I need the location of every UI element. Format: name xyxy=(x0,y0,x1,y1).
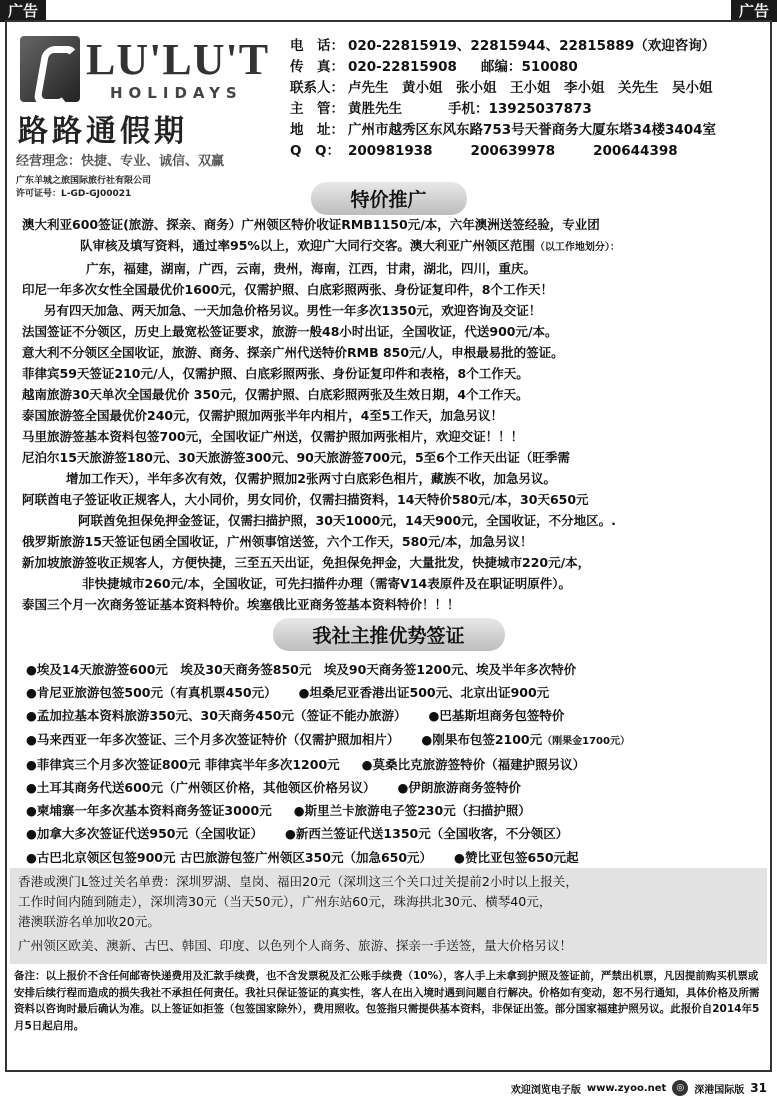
special-line: 俄罗斯旅游15天签证包函全国收证，广州领事馆送签，六个工作天，580元/本，加急另议！ xyxy=(22,534,533,549)
section-title-specials: 特价推广 xyxy=(310,182,466,215)
brand-name-en: LU'LU'T xyxy=(86,35,270,84)
postcode-label: 邮编： xyxy=(480,59,522,75)
special-line: 广东，福建，湖南，广西，云南，贵州，海南，江西，甘肃，湖北，四川，重庆。 xyxy=(86,261,537,276)
special-line: 非快捷城市260元/本，全国收证，可先扫描件办理（需寄V14表原件及在职证明原件）。 xyxy=(82,576,571,591)
visa-item: ●加拿大多次签证代送950元（全国收证） xyxy=(26,826,264,842)
visa-row xyxy=(26,728,766,753)
visa-item: ●伊朗旅游商务签特价 xyxy=(397,780,521,796)
visa-item: ●莫桑比克旅游签特价（福建护照另议） xyxy=(361,756,586,772)
special-line: 阿联酋电子签证收正规客人，大小同价，男女同价，仅需扫描资料，14天特价580元/本，30天650元 xyxy=(22,492,589,507)
qq-row xyxy=(290,141,770,162)
hk-macau-box xyxy=(10,868,767,964)
special-line: 法国签证不分领区，历史上最宽松签证要求，旅游一般48小时出证，全国收证，代送900元/本。 xyxy=(22,324,558,339)
visa-item: ●柬埔寨一年多次基本资料商务签证3000元 xyxy=(26,803,272,819)
address-row xyxy=(290,120,770,141)
postcode-value: 510080 xyxy=(521,59,578,75)
qq-value-1: 200981938 xyxy=(348,143,433,159)
guangzhou-line: 广州领区欧美、澳新、古巴、韩国、印度、以色列个人商务、旅游、探亲一手送签，量大价格另议！ xyxy=(18,938,573,953)
page-footer xyxy=(511,1080,767,1096)
footer-site-link[interactable]: www.zyoo.net xyxy=(586,1082,667,1094)
visa-row xyxy=(26,704,766,727)
contact-block xyxy=(290,36,770,162)
fax-row xyxy=(290,57,770,78)
visa-item: ●坦桑尼亚香港出证500元、北京出证900元 xyxy=(298,685,550,701)
hk-line: 香港或澳门L签过关名单费：深圳罗湖、皇岗、福田20元（深圳这三个关口过关提前2小时以上报关， xyxy=(18,874,578,889)
visa-item: ●斯里兰卡旅游电子签230元（扫描护照） xyxy=(293,803,531,819)
brand-sub-en: HOLIDAYS xyxy=(110,84,243,102)
phone-row xyxy=(290,36,770,57)
contact-person-row xyxy=(290,78,770,99)
special-line: 阿联酋免担保免押金签证，仅需扫描护照，30天1000元，14天900元，全国收证，不分地区。. xyxy=(78,513,616,528)
visa-item-note: （刚果金1700元） xyxy=(542,735,630,747)
special-line: 增加工作天），半年多次有效，仅需护照加2张两寸白底彩色相片，藏族不收，加急另议。 xyxy=(66,471,556,486)
qq-value-3: 200644398 xyxy=(593,143,678,159)
visa-row xyxy=(26,658,766,681)
special-line: 泰国三个月一次商务签证基本资料特价。埃塞俄比亚商务签基本资料特价！！！ xyxy=(22,597,460,612)
visa-item: ●赞比亚包签650元起 xyxy=(454,849,579,865)
brand-name-cn: 路路通假期 xyxy=(18,114,188,149)
special-line: 澳大利亚600签证(旅游、探亲、商务）广州领区特价收证RMB1150元/本，六年澳洲送签经验，专业团 xyxy=(22,217,600,232)
special-text: 队审核及填写资料，通过率95%以上，欢迎广大同行交客。澳大利亚广州领区范围 xyxy=(80,238,535,253)
visa-item: ●肯尼亚旅游包签500元（有真机票450元） xyxy=(26,685,277,701)
mobile-label: 手机： xyxy=(448,101,489,117)
header xyxy=(8,22,768,199)
footer-welcome: 欢迎浏览电子版 xyxy=(510,1084,581,1096)
section-title-main-visa: 我社主推优势签证 xyxy=(272,618,504,651)
address-value: 广州市越秀区东风东路753号天誉商务大厦东塔34楼3404室 xyxy=(348,122,717,138)
brand-company: 广东羊城之旅国际旅行社有限公司 xyxy=(16,176,152,186)
brand-mark-icon xyxy=(20,36,80,102)
special-note: （以工作地划分）： xyxy=(534,242,620,253)
mobile-value: 13925037873 xyxy=(488,101,592,117)
phone-label: 电 话： xyxy=(290,38,344,54)
visa-row xyxy=(26,799,766,822)
contact-value: 卢先生 黄小姐 张小姐 王小姐 李小姐 关先生 吴小姐 xyxy=(348,80,713,96)
brand-logo xyxy=(14,30,279,199)
remarks: 备注：以上报价不含任何邮寄快递费用及汇款手续费，也不含发票税及汇公账手续费（10%），客人手上未拿到护照及签证前，严禁出机票，凡因提前购买机票或安排后续行程而造成的损失我社不承担任何责任。我社只保证签证的真实性，客人在出入境时遇到问题自行解决。价格如有变动，恕不另行通知，具体价格及所需资料以咨询时最后确认为准。以上签证如拒签（包签国家除外），费用照收。包签指只需提供基本资料，非保证出签。部分国家福建护照另议。此报价自2014年5月5日起启用。 xyxy=(14,970,760,1032)
fax-value: 020-22815908 xyxy=(348,59,457,75)
visa-row xyxy=(26,776,766,799)
address-label: 地 址： xyxy=(290,122,344,138)
visa-row xyxy=(26,822,766,845)
page-number: 31 xyxy=(750,1081,767,1095)
special-line: 菲律宾59天签证210元/人，仅需护照、白底彩照两张、身份证复印件和表格，8个工作天。 xyxy=(22,366,529,381)
visa-item: ●孟加拉基本资料旅游350元、30天商务450元（签证不能办旅游） xyxy=(26,708,407,724)
visa-item: ●土耳其商务代送600元（广州领区价格，其他领区价格另议） xyxy=(26,780,376,796)
special-line: 印尼一年多次女性全国最优价1600元，仅需护照、白底彩照两张、身份证复印件，8个工作天！ xyxy=(22,282,553,297)
brand-motto: 经营理念：快捷、专业、诚信、双赢 xyxy=(16,154,225,169)
specials-list xyxy=(22,214,762,615)
special-line: 新加坡旅游签收正规客人，方便快捷，三至五天出证，免担保免押金，大量批发，快捷城市220元/本， xyxy=(22,555,591,570)
visa-item: ●埃及14天旅游签600元 埃及30天商务签850元 埃及90天商务签1200元、埃及半年多次特价 xyxy=(26,662,577,677)
main-visa-list xyxy=(26,658,766,869)
special-line: 意大利不分领区全国收证，旅游、商务、探亲广州代送特价RMB 850元/人，申根最易批的签证。 xyxy=(22,345,564,360)
brand-license: 许可证号：L-GD-GJ00021 xyxy=(16,189,132,199)
manager-value: 黄胜先生 xyxy=(348,101,402,117)
footer-edition: 深港国际版 xyxy=(694,1084,745,1096)
manager-row xyxy=(290,99,770,120)
visa-row xyxy=(26,753,766,776)
visa-item: ●刚果布包签2100元 xyxy=(421,731,543,747)
special-line: 泰国旅游签全国最优价240元，仅需护照加两张半年内相片，4至5工作天，加急另议！ xyxy=(22,408,503,423)
fax-label: 传 真： xyxy=(290,59,344,75)
manager-label: 主 管： xyxy=(290,101,344,117)
visa-item: ●马来西亚一年多次签证、三个月多次签证特价（仅需护照加相片） xyxy=(26,731,400,747)
phone-value: 020-22815919、22815944、22815889（欢迎咨询） xyxy=(348,38,716,54)
special-line: 马里旅游签基本资料包签700元，全国收证广州送，仅需护照加两张相片，欢迎交证！！！ xyxy=(22,429,524,444)
contact-label: 联系人： xyxy=(290,80,344,96)
visa-item: ●巴基斯坦商务包签特价 xyxy=(428,708,565,724)
special-line: 尼泊尔15天旅游签180元、30天旅游签300元、90天旅游签700元，5至6个工作天出证（旺季需 xyxy=(22,450,570,465)
visa-item: ●新西兰签证代送1350元（全国收客，不分领区） xyxy=(285,826,569,842)
publication-logo-icon: ◎ xyxy=(672,1080,688,1096)
ad-tag-left: 广告 xyxy=(0,0,46,22)
special-line: 另有四天加急、两天加急、一天加急价格另议。男性一年多次1350元，欢迎咨询及交证！ xyxy=(44,303,542,318)
visa-row xyxy=(26,846,766,869)
ad-tag-right: 广告 xyxy=(731,0,777,22)
special-line xyxy=(22,235,762,258)
visa-row xyxy=(26,681,766,704)
special-line: 越南旅游30天单次全国最优价 350元，仅需护照、白底彩照两张及生效日期，4个工作天。 xyxy=(22,387,529,402)
visa-item: ●古巴北京领区包签900元 古巴旅游包签广州领区350元（加急650元） xyxy=(26,849,433,865)
qq-label: Q Q： xyxy=(290,143,340,159)
hk-line: 港澳联游名单加收20元。 xyxy=(18,914,160,929)
visa-item: ●菲律宾三个月多次签证800元 菲律宾半年多次1200元 xyxy=(26,756,340,772)
hk-line: 工作时间内随到随走），深圳湾30元（当天50元），广州东站60元，珠海拱北30元、横琴40元， xyxy=(18,894,552,909)
qq-value-2: 200639978 xyxy=(470,143,556,159)
